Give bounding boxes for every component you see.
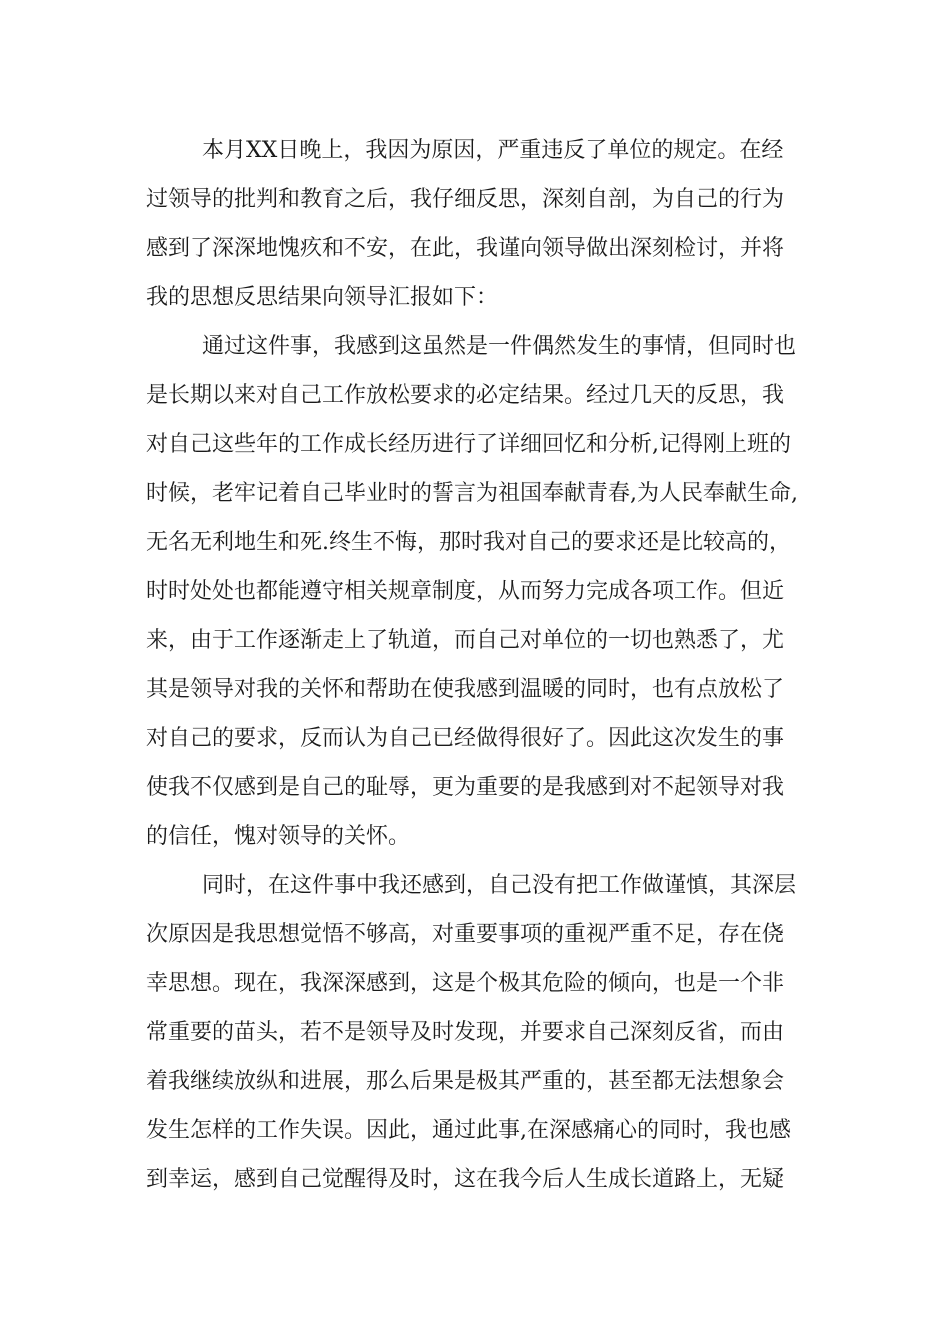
paragraph-1-line-3: 感到了深深地愧疚和不安，在此，我谨向领导做出深刻检讨，并将 xyxy=(146,236,785,261)
paragraph-2-line-7: 来，由于工作逐渐走上了轨道，而自己对单位的一切也熟悉了，尤 xyxy=(146,628,785,653)
paragraph-3-line-3: 幸思想。现在，我深深感到，这是个极其危险的倾向，也是一个非 xyxy=(146,971,785,996)
paragraph-3-line-4: 常重要的苗头，若不是领导及时发现，并要求自己深刻反省，而由 xyxy=(146,1020,785,1045)
paragraph-2-line-9: 对自己的要求，反而认为自己已经做得很好了。因此这次发生的事 xyxy=(146,726,785,751)
paragraph-3-line-5: 着我继续放纵和进展，那么后果是极其严重的，甚至都无法想象会 xyxy=(146,1069,785,1094)
paragraph-2-line-4: 时候，老牢记着自己毕业时的誓言为祖国奉献青春,为人民奉献生命, xyxy=(146,481,798,506)
paragraph-1-line-4: 我的思想反思结果向领导汇报如下： xyxy=(146,285,499,310)
paragraph-2-line-11: 的信任，愧对领导的关怀。 xyxy=(146,824,411,849)
paragraph-2-line-6: 时时处处也都能遵守相关规章制度，从而努力完成各项工作。但近 xyxy=(146,579,785,604)
paragraph-2-line-1: 通过这件事，我感到这虽然是一件偶然发生的事情，但同时也 xyxy=(202,334,797,359)
paragraph-2-line-5: 无名无利地生和死.终生不悔，那时我对自己的要求还是比较高的， xyxy=(146,530,791,555)
paragraph-3-line-7: 到幸运，感到自己觉醒得及时，这在我今后人生成长道路上，无疑 xyxy=(146,1167,785,1192)
paragraph-2-line-8: 其是领导对我的关怀和帮助在使我感到温暖的同时，也有点放松了 xyxy=(146,677,785,702)
paragraph-1-line-1: 本月XX日晚上，我因为原因，严重违反了单位的规定。在经 xyxy=(202,138,784,163)
paragraph-3-line-6: 发生怎样的工作失误。因此，通过此事,在深感痛心的同时，我也感 xyxy=(146,1118,791,1143)
document-body xyxy=(146,126,822,1204)
paragraph-2-line-10: 使我不仅感到是自己的耻辱，更为重要的是我感到对不起领导对我 xyxy=(146,775,785,800)
paragraph-3-line-1: 同时，在这件事中我还感到，自己没有把工作做谨慎，其深层 xyxy=(202,873,797,898)
paragraph-1-line-2: 过领导的批判和教育之后，我仔细反思，深刻自剖，为自己的行为 xyxy=(146,187,785,212)
paragraph-2-line-2: 是长期以来对自己工作放松要求的必定结果。经过几天的反思，我 xyxy=(146,383,785,408)
paragraph-2-line-3: 对自己这些年的工作成长经历进行了详细回忆和分析,记得刚上班的 xyxy=(146,432,791,457)
paragraph-3-line-2: 次原因是我思想觉悟不够高，对重要事项的重视严重不足，存在侥 xyxy=(146,922,785,947)
